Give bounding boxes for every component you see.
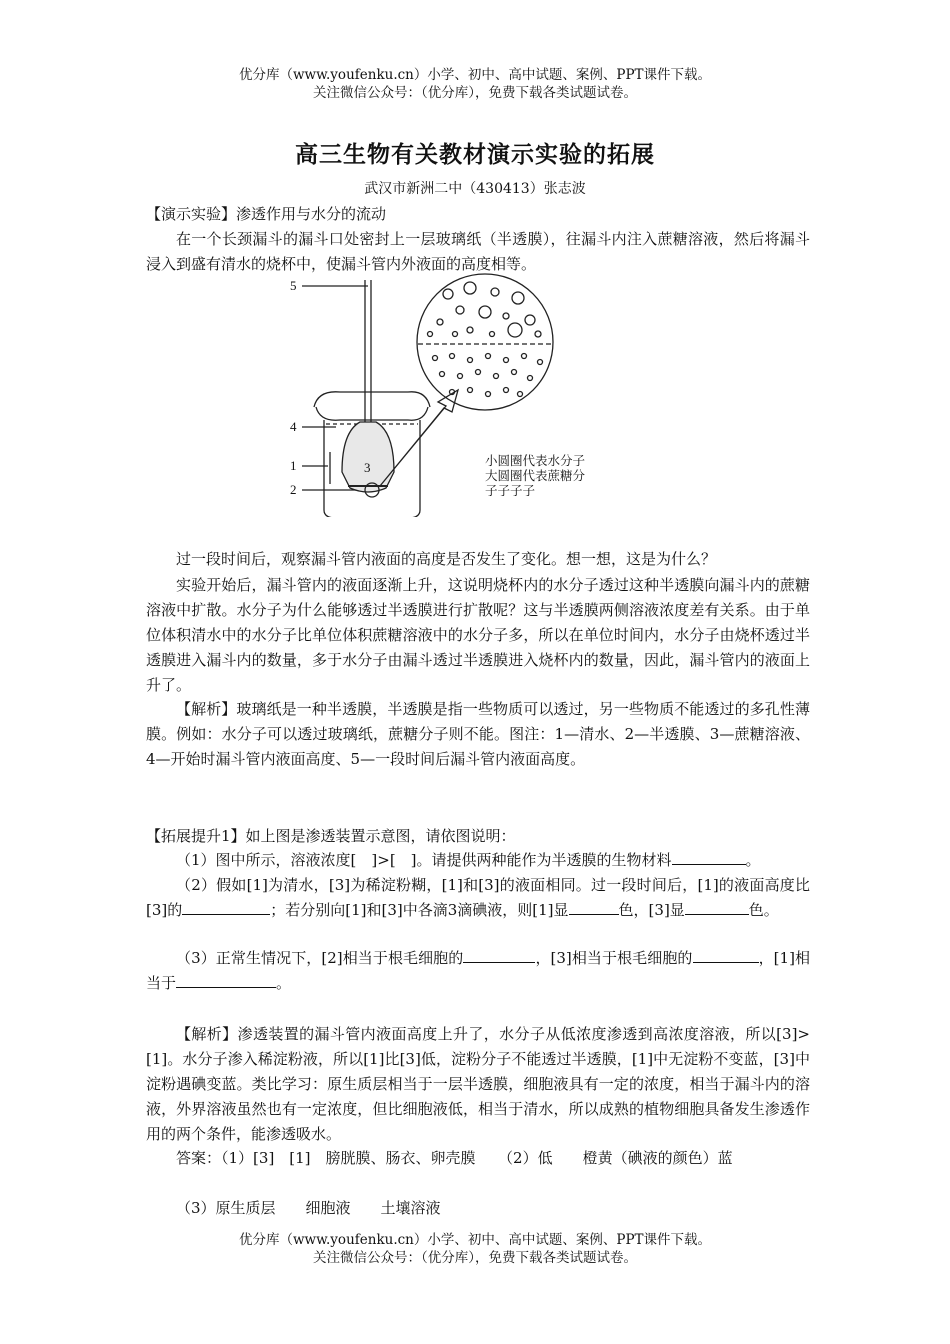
- question-3-end: 。: [276, 974, 292, 992]
- question-3-text: （3）正常生情况下，[2]相当于根毛细胞的: [176, 949, 464, 967]
- answer-blank[interactable]: [693, 946, 759, 963]
- extension-heading: 【拓展提升1】如上图是渗透装置示意图，请依图说明：: [146, 827, 516, 845]
- legend-line-1: 小圆圈代表水分子: [485, 453, 586, 468]
- footer-line-1: 优分库（www.youfenku.cn）小学、初中、高中试题、案例、PPT课件下载。: [238, 1232, 712, 1248]
- figure-legend: [485, 453, 585, 498]
- demo-intro: 在一个长颈漏斗的漏斗口处密封上一层玻璃纸（半透膜），往漏斗内注入蔗糖溶液，然后将漏斗浸入到盛有清水的烧杯中，使漏斗管内外液面的高度相等。: [146, 230, 810, 273]
- answer-blank[interactable]: [569, 898, 619, 915]
- author-line: 武汉市新洲二中（430413）张志波: [364, 181, 586, 197]
- question-3-text-b: ，[3]相当于根毛细胞的: [535, 949, 693, 967]
- question-1-text: （1）图中所示，溶液浓度[ ]>[ ]。请提供两种能作为半透膜的生物材料: [176, 851, 672, 869]
- figure-label-5: 5: [290, 278, 297, 293]
- answer-line-2: （3）原生质层 细胞液 土壤溶液: [176, 1199, 441, 1217]
- question-2-text: （2）假如[1]为清水，[3]为稀淀粉糊，[1]和[3]的液面相同。过一段时间后，[1]的液面高度比[3]的: [146, 876, 810, 919]
- answer-blank[interactable]: [182, 898, 270, 915]
- answer-blank[interactable]: [685, 898, 749, 915]
- header-line-2: 关注微信公众号：（优分库），免费下载各类试题试卷。: [313, 85, 637, 101]
- answer-blank[interactable]: [463, 946, 535, 963]
- figure-label-3: 3: [364, 460, 371, 475]
- extension-analysis: 【解析】渗透装置的漏斗管内液面高度上升了，水分子从低浓度渗透到高浓度溶液，所以[3]>[1]。水分子渗入稀淀粉液，所以[1]比[3]低，淀粉分子不能透过半透膜，[1]中无淀粉不变蓝，[3]中淀粉遇碘变蓝。类比学习：原生质层相当于一层半透膜，细胞液具有一定的浓度，相当于漏斗内的溶液，外界溶液虽然也有一定浓度，但比细胞液低，相当于清水，所以成熟的植物细胞具备发生渗透作用的两个条件，能渗透吸水。: [146, 1025, 810, 1143]
- figure-label-1: 1: [290, 458, 297, 473]
- question-2-text-c: 色，[3]显: [618, 901, 685, 919]
- header-line-1: 优分库（www.youfenku.cn）小学、初中、高中试题、案例、PPT课件下载。: [238, 67, 712, 83]
- question-1-end: 。: [745, 851, 761, 869]
- question-1: [146, 848, 810, 873]
- question-2-end: 色。: [748, 901, 779, 919]
- answer-blank[interactable]: [672, 848, 746, 865]
- beaker-rim: [314, 392, 430, 407]
- document-title: 高三生物有关教材演示实验的拓展: [295, 141, 655, 168]
- funnel-bulb: [342, 422, 394, 492]
- answer-blank[interactable]: [176, 971, 276, 988]
- magnify-arrow: [380, 390, 458, 486]
- legend-line-2: 大圆圈代表蔗糖分: [485, 468, 586, 483]
- question-2: [146, 873, 810, 923]
- figure-label-4: 4: [290, 419, 297, 434]
- question-2-text-b: ；若分别向[1]和[3]中各滴3滴碘液，则[1]显: [270, 901, 569, 919]
- beaker-rim-inner: [316, 407, 428, 420]
- demo-question: 过一段时间后，观察漏斗管内液面的高度是否发生了变化。想一想，这是为什么？: [176, 550, 717, 568]
- demo-explanation: 实验开始后，漏斗管内的液面逐渐上升，这说明烧杯内的水分子透过这种半透膜向漏斗内的蔗糖溶液中扩散。水分子为什么能够透过半透膜进行扩散呢？这与半透膜两侧溶液浓度差有关系。由于单位体积清水中的水分子比单位体积蔗糖溶液中的水分子多，所以在单位时间内，水分子由烧杯透过半透膜进入漏斗内的数量，多于水分子由漏斗透过半透膜进入烧杯内的数量，因此，漏斗管内的液面上升了。: [146, 576, 810, 694]
- enlarged-view-circle: [417, 274, 553, 410]
- answer-line-1: 答案：（1）[3] [1] 膀胱膜、肠衣、卵壳膜 （2）低 橙黄（碘液的颜色）蓝: [176, 1149, 733, 1167]
- demo-analysis: 【解析】玻璃纸是一种半透膜，半透膜是指一些物质可以透过，另一些物质不能透过的多孔性薄膜。例如：水分子可以透过玻璃纸，蔗糖分子则不能。图注：1—清水、2—半透膜、3—蔗糖溶液、4—开始时漏斗管内液面高度、5—一段时间后漏斗管内液面高度。: [146, 700, 810, 768]
- legend-line-3: 子子子子: [485, 483, 536, 498]
- demo-heading: 【演示实验】渗透作用与水分的流动: [146, 205, 387, 223]
- question-3: [146, 946, 810, 996]
- figure-label-2: 2: [290, 482, 297, 497]
- question-3-text-c: ，[1]相当于: [146, 949, 811, 992]
- footer-line-2: 关注微信公众号：（优分库），免费下载各类试题试卷。: [313, 1250, 637, 1266]
